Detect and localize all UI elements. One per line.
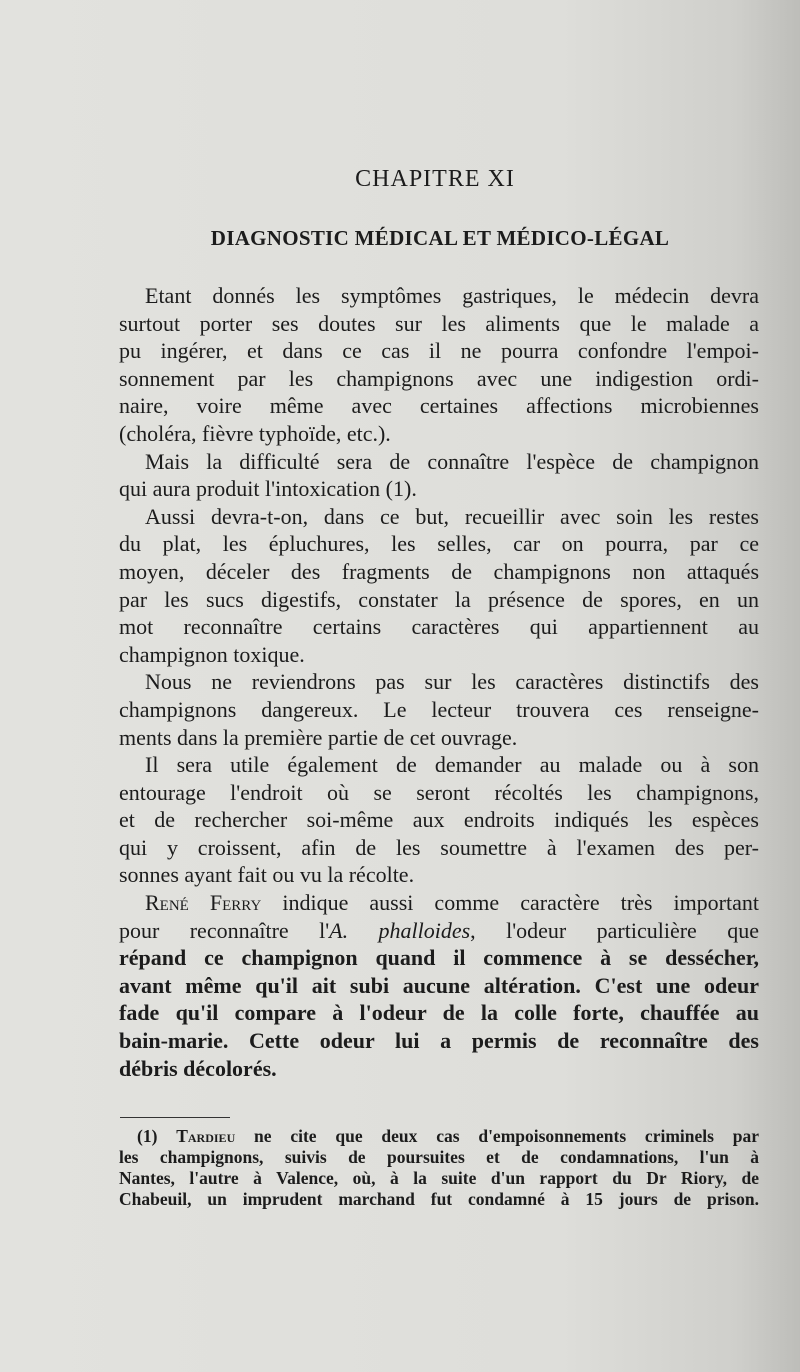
section-heading: DIAGNOSTIC MÉDICAL ET MÉDICO-LÉGAL bbox=[210, 226, 670, 250]
body-line: pu ingérer, et dans ce cas il ne pourra confondre l'empoi- bbox=[119, 338, 759, 364]
body-line: Mais la difficulté sera de connaître l'espèce de champignon bbox=[145, 448, 759, 474]
body-line: champignon toxique. bbox=[119, 641, 305, 667]
body-line: Aussi devra-t-on, dans ce but, recueillir avec soin les restes bbox=[145, 503, 759, 529]
body-line: Nous ne reviendrons pas sur les caractères distinctifs des bbox=[145, 669, 759, 695]
body-line: par les sucs digestifs, constater la présence de spores, en un bbox=[119, 586, 759, 612]
chapter-title: CHAPITRE XI bbox=[355, 166, 515, 192]
body-line: Il sera utile également de demander au malade ou à son bbox=[145, 752, 759, 778]
footnote-line: les champignons, suivis de poursuites et de condamnations, l'un à bbox=[119, 1147, 759, 1167]
body-line: qui aura produit l'intoxication (1). bbox=[119, 476, 417, 502]
ferry-line: bain-marie. Cette odeur lui a permis de reconnaître des bbox=[119, 1028, 759, 1054]
body-line: moyen, déceler des fragments de champignons non attaqués bbox=[119, 558, 759, 584]
body-line: Etant donnés les symptômes gastriques, le médecin devra bbox=[145, 283, 759, 308]
body-line: du plat, les épluchures, les selles, car on pourra, par ce bbox=[119, 531, 759, 557]
footnote-author: Tardieu bbox=[176, 1126, 236, 1146]
ferry-line: avant même qu'il ait subi aucune altération. C'est une odeur bbox=[119, 972, 759, 998]
ferry-line: fade qu'il compare à l'odeur de la colle forte, chauffée au bbox=[119, 1000, 759, 1026]
body-line: sonnement par les champignons avec une indigestion ordi- bbox=[119, 365, 759, 391]
body-line: sonnes ayant fait ou vu la récolte. bbox=[119, 862, 415, 888]
body-line: surtout porter ses doutes sur les aliments que le malade a bbox=[119, 310, 759, 336]
body-line: ments dans la première partie de cet ouvrage. bbox=[119, 724, 518, 750]
body-line: champignons dangereux. Le lecteur trouvera ces renseigne- bbox=[119, 696, 759, 722]
body-line: (choléra, fièvre typhoïde, etc.). bbox=[119, 420, 391, 446]
body-line: naire, voire même avec certaines affections microbiennes bbox=[119, 393, 759, 419]
body-line: mot reconnaître certains caractères qui appartiennent au bbox=[119, 614, 759, 640]
footnote-rule bbox=[120, 1117, 230, 1118]
ferry-line: répand ce champignon quand il commence à se dessécher, bbox=[119, 945, 759, 971]
author-name: René Ferry bbox=[145, 890, 262, 916]
ferry-line: pour reconnaître l'A. phalloides, l'odeur particulière que bbox=[119, 917, 759, 943]
footnote-line: Nantes, l'autre à Valence, où, à la suite d'un rapport du Dr Riory, de bbox=[119, 1168, 759, 1188]
body-line: qui y croissent, afin de les soumettre à l'examen des per- bbox=[119, 834, 759, 860]
body-text bbox=[119, 282, 759, 1082]
footnote-line: (1) Tardieu ne cite que deux cas d'empoisonnements criminels par bbox=[137, 1126, 759, 1146]
footnote bbox=[119, 1126, 759, 1210]
body-line: entourage l'endroit où se seront récoltés les champignons, bbox=[119, 779, 759, 805]
species-name: A. phalloides bbox=[329, 917, 471, 943]
ferry-line: débris décolorés. bbox=[119, 1055, 277, 1081]
body-line: et de rechercher soi-même aux endroits indiqués les espèces bbox=[119, 807, 759, 833]
footnote-line: Chabeuil, un imprudent marchand fut condamné à 15 jours de prison. bbox=[119, 1189, 759, 1209]
ferry-line: René Ferry indique aussi comme caractère très important bbox=[145, 890, 759, 916]
